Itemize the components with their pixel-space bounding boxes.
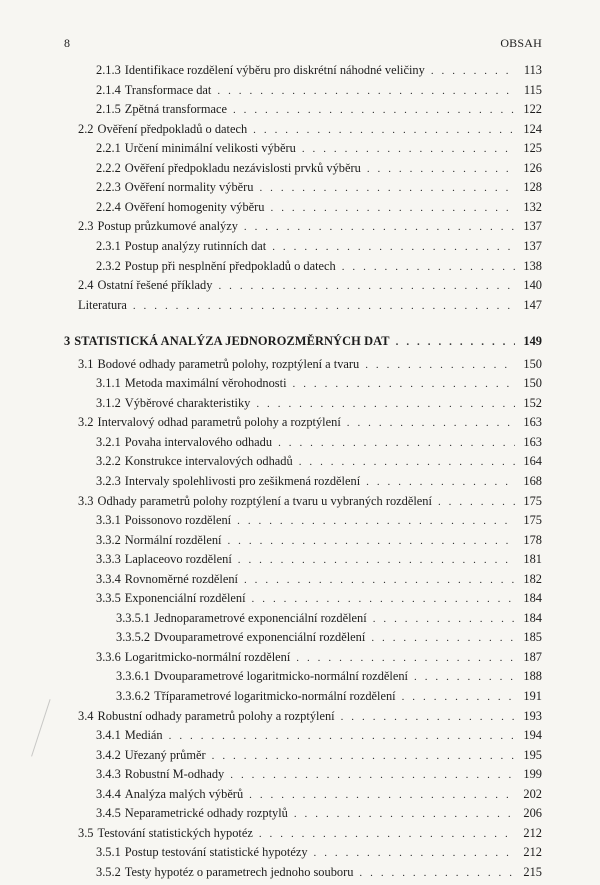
toc-dot-leader	[227, 535, 515, 547]
margin-pencil-mark	[31, 699, 64, 761]
toc-entry-number: 3.5	[78, 825, 94, 840]
toc-entry-title: Medián	[124, 728, 163, 743]
toc-dot-leader	[431, 65, 515, 77]
toc-entry	[96, 845, 542, 865]
toc-entry-title: STATISTICKÁ ANALÝZA JEDNOROZMĚRNÝCH DAT	[74, 334, 390, 349]
toc-entry-title: Uřezaný průměr	[124, 747, 206, 762]
toc-entry	[116, 669, 542, 689]
toc-dot-leader	[402, 691, 515, 703]
toc-entry-number: 3.3.1	[96, 513, 121, 528]
toc-dot-leader	[341, 711, 515, 723]
toc-page-number: 185	[523, 630, 542, 645]
toc-dot-leader	[278, 437, 515, 449]
toc-entry-number: 2.2.3	[96, 180, 121, 195]
toc-dot-leader	[217, 85, 515, 97]
toc-entry	[96, 102, 542, 122]
toc-dot-leader	[373, 613, 515, 625]
toc-entry-number: 2.2.2	[96, 160, 121, 175]
toc-entry-number: 2.2.1	[96, 141, 121, 156]
toc-entry	[78, 709, 542, 729]
toc-entry-number: 3.3.2	[96, 532, 121, 547]
toc-page-number: 212	[523, 825, 542, 840]
toc-page-number: 125	[523, 141, 542, 156]
toc-page-number: 202	[523, 786, 542, 801]
toc-entry-number: 3.4.3	[96, 767, 121, 782]
toc-page-number: 164	[523, 454, 542, 469]
toc-page-number: 175	[523, 513, 542, 528]
toc-dot-leader	[365, 359, 515, 371]
toc-entry-title: Neparametrické odhady rozptylů	[124, 806, 288, 821]
toc-entry	[96, 533, 542, 553]
toc-entry	[96, 591, 542, 611]
toc-entry	[78, 278, 542, 298]
toc-page-number: 128	[523, 180, 542, 195]
running-head: OBSAH	[500, 36, 542, 50]
toc-entry-title: Exponenciální rozdělení	[124, 591, 246, 606]
toc-entry-number: 2.2.4	[96, 199, 121, 214]
toc-entry-number: 3.2.2	[96, 454, 121, 469]
toc-entry	[96, 180, 542, 200]
toc-entry	[96, 83, 542, 103]
toc-dot-leader	[249, 789, 515, 801]
toc-dot-leader	[438, 496, 515, 508]
toc-entry-title: Jednoparametrové exponenciální rozdělení	[154, 610, 367, 625]
toc-entry-number: 2.1.4	[96, 82, 121, 97]
toc-entry	[96, 376, 542, 396]
toc-page-number: 152	[523, 395, 542, 410]
toc-dot-leader	[347, 417, 515, 429]
toc-entry-number: 3.3.6.1	[116, 669, 151, 684]
toc-entry	[78, 494, 542, 514]
toc-entry-title: Normální rozdělení	[124, 532, 222, 547]
toc-page-number: 212	[523, 845, 542, 860]
toc-dot-leader	[366, 476, 515, 488]
toc-page-number: 184	[523, 610, 542, 625]
toc-entry-title: Dvouparametrové logaritmicko-normální rozdělení	[154, 669, 408, 684]
toc-entry	[78, 415, 542, 435]
toc-dot-leader	[218, 280, 515, 292]
toc-entry-title: Testy hypotéz o parametrech jednoho souboru	[124, 864, 354, 879]
toc-dot-leader	[233, 104, 515, 116]
toc-page-number: 188	[523, 669, 542, 684]
toc-entry	[96, 454, 542, 474]
toc-entry-number: 3.5.2	[96, 864, 121, 879]
toc-entry	[96, 728, 542, 748]
toc-entry	[96, 865, 542, 885]
toc-page-number: 126	[523, 160, 542, 175]
toc-dot-leader	[253, 124, 515, 136]
toc-entry-title: Bodové odhady parametrů polohy, rozptýlení a tvaru	[97, 356, 360, 371]
toc-entry-number: 3.3.3	[96, 552, 121, 567]
toc-entry-title: Zpětná transformace	[124, 102, 227, 117]
toc-dot-leader	[259, 182, 515, 194]
toc-entry-title: Konstrukce intervalových odhadů	[124, 454, 293, 469]
toc-entry-number: 3.1.1	[96, 376, 121, 391]
toc-entry-number: 3	[64, 334, 71, 349]
toc-entry-number: 3.4.5	[96, 806, 121, 821]
toc-page-number: 137	[523, 219, 542, 234]
toc-entry-number: 3.1	[78, 356, 94, 371]
toc-dot-leader	[212, 750, 515, 762]
toc-entry-number: 3.3.5.2	[116, 630, 151, 645]
toc-entry-number: 3.3.5	[96, 591, 121, 606]
toc-dot-leader	[244, 574, 515, 586]
toc-entry-title: Ověření homogenity výběru	[124, 199, 265, 214]
toc-entry	[78, 298, 542, 318]
toc-page-number: 206	[523, 806, 542, 821]
toc-entry	[96, 474, 542, 494]
toc-page-number: 138	[523, 258, 542, 273]
toc-entry-number: 2.3.1	[96, 238, 121, 253]
toc-entry-number: 2.1.5	[96, 102, 121, 117]
toc-entry	[96, 552, 542, 572]
toc-page-number: 168	[523, 473, 542, 488]
toc-entry	[96, 513, 542, 533]
toc-page-number: 163	[523, 415, 542, 430]
toc-entry-number: 3.2	[78, 415, 94, 430]
toc-entry-number: 3.1.2	[96, 395, 121, 410]
toc-entry	[96, 806, 542, 826]
toc-dot-leader	[169, 730, 515, 742]
toc-entry-title: Povaha intervalového odhadu	[124, 434, 273, 449]
toc-page-number: 215	[523, 864, 542, 879]
toc-entry-number: 3.2.3	[96, 473, 121, 488]
toc-entry-title: Literatura	[78, 297, 127, 312]
toc-page-number: 132	[523, 199, 542, 214]
page-number: 8	[64, 36, 70, 50]
toc-page-number: 150	[523, 356, 542, 371]
toc-dot-leader	[371, 632, 515, 644]
toc-page-number: 199	[523, 767, 542, 782]
toc-entry-title: Postup testování statistické hypotézy	[124, 845, 308, 860]
toc-entry-title: Výběrové charakteristiky	[124, 395, 251, 410]
toc-entry-title: Robustní odhady parametrů polohy a rozptýlení	[97, 708, 335, 723]
toc-page-number: 150	[523, 376, 542, 391]
toc-entry	[116, 689, 542, 709]
toc-entry	[96, 787, 542, 807]
toc-page-number: 147	[523, 297, 542, 312]
toc-entry-title: Intervaly spolehlivosti pro zešikmená rozdělení	[124, 473, 361, 488]
toc-entry	[78, 122, 542, 142]
toc-page-number: 149	[523, 334, 542, 349]
toc-entry	[96, 161, 542, 181]
toc-dot-leader	[294, 808, 515, 820]
toc-dot-leader	[230, 769, 515, 781]
toc-entry-title: Dvouparametrové exponenciální rozdělení	[154, 630, 366, 645]
toc-dot-leader	[299, 456, 515, 468]
toc-page-number: 194	[523, 728, 542, 743]
toc-entry-number: 3.3.6	[96, 649, 121, 664]
toc-dot-leader	[314, 847, 515, 859]
toc-entry-number: 3.4.1	[96, 728, 121, 743]
toc-entry	[96, 748, 542, 768]
toc-entry-title: Postup analýzy rutinních dat	[124, 238, 267, 253]
toc-dot-leader	[244, 221, 515, 233]
toc-entry-title: Tříparametrové logaritmicko-normální rozdělení	[154, 689, 396, 703]
toc-entry-number: 2.4	[78, 278, 94, 293]
toc-entry-number: 3.3.4	[96, 571, 121, 586]
toc-dot-leader	[252, 593, 515, 605]
toc-entry	[116, 630, 542, 650]
toc-entry	[78, 826, 542, 846]
toc-entry-title: Transformace dat	[124, 82, 212, 97]
toc-page-number: 124	[523, 121, 542, 136]
toc-entry-number: 3.3.6.2	[116, 689, 151, 703]
toc-dot-leader	[272, 241, 515, 253]
toc-dot-leader	[367, 163, 515, 175]
toc-entry-number: 3.4.2	[96, 747, 121, 762]
page-header	[64, 36, 542, 54]
toc-dot-leader	[296, 652, 515, 664]
toc-entry-title: Poissonovo rozdělení	[124, 513, 232, 528]
toc-entry-title: Analýza malých výběrů	[124, 786, 244, 801]
toc-page-number: 122	[523, 102, 542, 117]
toc-entry-number: 2.2	[78, 121, 94, 136]
toc-dot-leader	[133, 300, 515, 312]
toc-page-number: 191	[523, 689, 542, 703]
toc-entry-title: Testování statistických hypotéz	[97, 825, 253, 840]
toc-entry-number: 3.4.4	[96, 786, 121, 801]
toc-entry-number: 3.2.1	[96, 434, 121, 449]
toc-dot-leader	[342, 261, 515, 273]
toc-page-number: 137	[523, 238, 542, 253]
toc-dot-leader	[414, 671, 515, 683]
toc-entry-number: 2.3.2	[96, 258, 121, 273]
toc-entry	[96, 650, 542, 670]
toc-page-number: 113	[523, 63, 542, 77]
toc-entry	[96, 396, 542, 416]
toc-page-number: 115	[523, 82, 542, 97]
toc-entry	[96, 239, 542, 259]
toc-entry	[96, 259, 542, 279]
toc-entry-number: 3.3	[78, 493, 94, 508]
toc-dot-leader	[396, 336, 515, 348]
toc-entry-title: Laplaceovo rozdělení	[124, 552, 232, 567]
toc-page-number: 195	[523, 747, 542, 762]
toc-entry	[96, 141, 542, 161]
toc-entry-title: Rovnoměrné rozdělení	[124, 571, 238, 586]
toc-dot-leader	[259, 828, 515, 840]
toc-page-number: 181	[523, 552, 542, 567]
toc-entry-title: Odhady parametrů polohy rozptýlení a tvaru u vybraných rozdělení	[97, 493, 432, 508]
toc-dot-leader	[359, 867, 515, 879]
toc-dot-leader	[293, 378, 515, 390]
toc-entry-number: 3.5.1	[96, 845, 121, 860]
toc-page-number: 184	[523, 591, 542, 606]
toc-entry	[96, 435, 542, 455]
toc-entry	[96, 572, 542, 592]
toc-chapter-heading	[64, 334, 542, 354]
toc-entry-number: 3.4	[78, 708, 94, 723]
toc-dot-leader	[256, 398, 515, 410]
toc-page-number: 163	[523, 434, 542, 449]
toc-entry-title: Ověření předpokladů o datech	[97, 121, 248, 136]
toc-entry-title: Postup při nesplnění předpokladů o datech	[124, 258, 336, 273]
toc-page-number: 193	[523, 708, 542, 723]
toc-page-number: 178	[523, 532, 542, 547]
toc-entry-title: Ověření předpokladu nezávislosti prvků výběru	[124, 160, 361, 175]
toc-entry-title: Logaritmicko-normální rozdělení	[124, 649, 291, 664]
toc-page-number: 182	[523, 571, 542, 586]
toc-entry-number: 2.3	[78, 219, 94, 234]
toc-dot-leader	[271, 202, 516, 214]
toc-entry	[78, 219, 542, 239]
toc-entry-title: Určení minimální velikosti výběru	[124, 141, 296, 156]
toc-entry	[96, 767, 542, 787]
toc-entry-title: Postup průzkumové analýzy	[97, 219, 238, 234]
toc-entry	[116, 611, 542, 631]
toc-page-number: 187	[523, 649, 542, 664]
toc-page-number: 140	[523, 278, 542, 293]
toc-entry	[96, 200, 542, 220]
toc-entry-number: 2.1.3	[96, 63, 121, 77]
toc-dot-leader	[302, 143, 515, 155]
toc-page-number: 175	[523, 493, 542, 508]
toc-entry-title: Ověření normality výběru	[124, 180, 254, 195]
toc-entry-title: Ostatní řešené příklady	[97, 278, 213, 293]
toc-entry	[96, 63, 542, 83]
toc-entry-number: 3.3.5.1	[116, 610, 151, 625]
toc-entry-title: Robustní M-odhady	[124, 767, 225, 782]
toc-entry-title: Metoda maximální věrohodnosti	[124, 376, 287, 391]
toc-entry	[78, 357, 542, 377]
toc-dot-leader	[237, 515, 515, 527]
toc-dot-leader	[238, 554, 515, 566]
toc-entry-title: Intervalový odhad parametrů polohy a rozptýlení	[97, 415, 341, 430]
toc-entry-title: Identifikace rozdělení výběru pro diskrétní náhodné veličiny	[124, 63, 425, 77]
